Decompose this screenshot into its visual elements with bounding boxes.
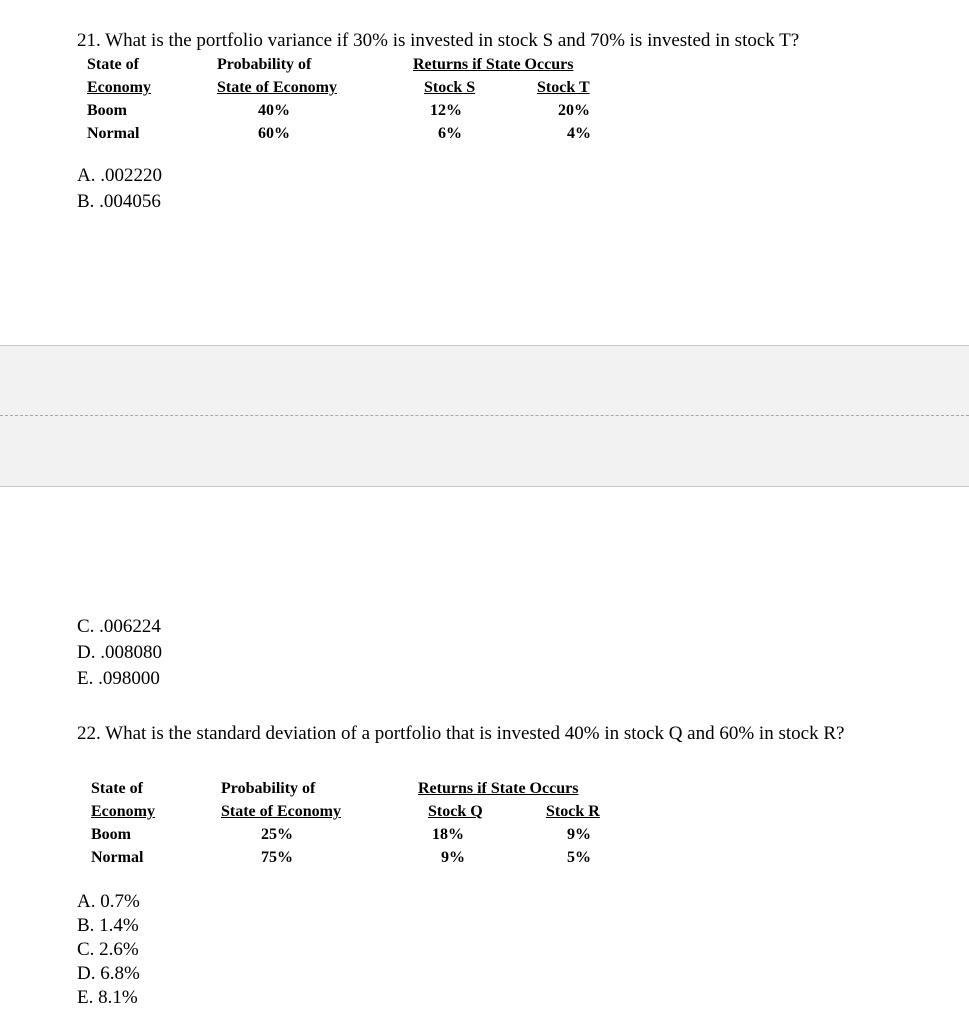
table-header-stock-t: Stock T [537,79,590,96]
table-cell-probability: 25% [261,826,293,843]
answer-option-a: A. 0.7% [77,891,140,912]
table-cell-stock-q: 9% [441,849,465,866]
page-break-line [0,415,969,416]
table-cell-stock-t: 20% [558,102,590,119]
answer-option-d: D. 6.8% [77,963,140,984]
answer-option-b: B. .004056 [77,191,161,212]
table-header-economy: Economy [87,79,151,96]
answer-option-a: A. .002220 [77,165,162,186]
table-cell-stock-q: 18% [432,826,464,843]
table-header-state-of-economy: State of Economy [221,803,341,820]
question-21-text: 21. What is the portfolio variance if 30% is invested in stock S and 70% is invested in stock T? [77,30,800,51]
answer-option-e: E. 8.1% [77,987,138,1008]
table-cell-stock-r: 5% [567,849,591,866]
answer-option-b: B. 1.4% [77,915,139,936]
table-header-state: State of [87,56,139,73]
table-header-stock-q: Stock Q [428,803,483,820]
table-header-state: State of [91,780,143,797]
table-cell-stock-s: 12% [430,102,462,119]
question-22-text: 22. What is the standard deviation of a portfolio that is invested 40% in stock Q and 60% in stock R? [77,723,845,744]
table-header-economy: Economy [91,803,155,820]
table-header-probability: Probability of [221,780,316,797]
table-header-state-of-economy: State of Economy [217,79,337,96]
table-cell-probability: 40% [258,102,290,119]
table-cell-stock-t: 4% [567,125,591,142]
page-break-band [0,345,969,487]
table-cell-state: Normal [87,125,140,142]
table-cell-probability: 60% [258,125,290,142]
table-cell-stock-r: 9% [567,826,591,843]
table-header-stock-s: Stock S [424,79,476,96]
table-header-probability: Probability of [217,56,312,73]
table-header-returns: Returns if State Occurs [418,780,579,797]
table-header-returns: Returns if State Occurs [413,56,574,73]
answer-option-d: D. .008080 [77,642,162,663]
table-cell-stock-s: 6% [438,125,462,142]
answer-option-e: E. .098000 [77,668,160,689]
table-header-stock-r: Stock R [546,803,600,820]
answer-option-c: C. .006224 [77,616,161,637]
table-cell-probability: 75% [261,849,293,866]
table-cell-state: Boom [87,102,127,119]
table-cell-state: Boom [91,826,131,843]
table-cell-state: Normal [91,849,144,866]
answer-option-c: C. 2.6% [77,939,139,960]
